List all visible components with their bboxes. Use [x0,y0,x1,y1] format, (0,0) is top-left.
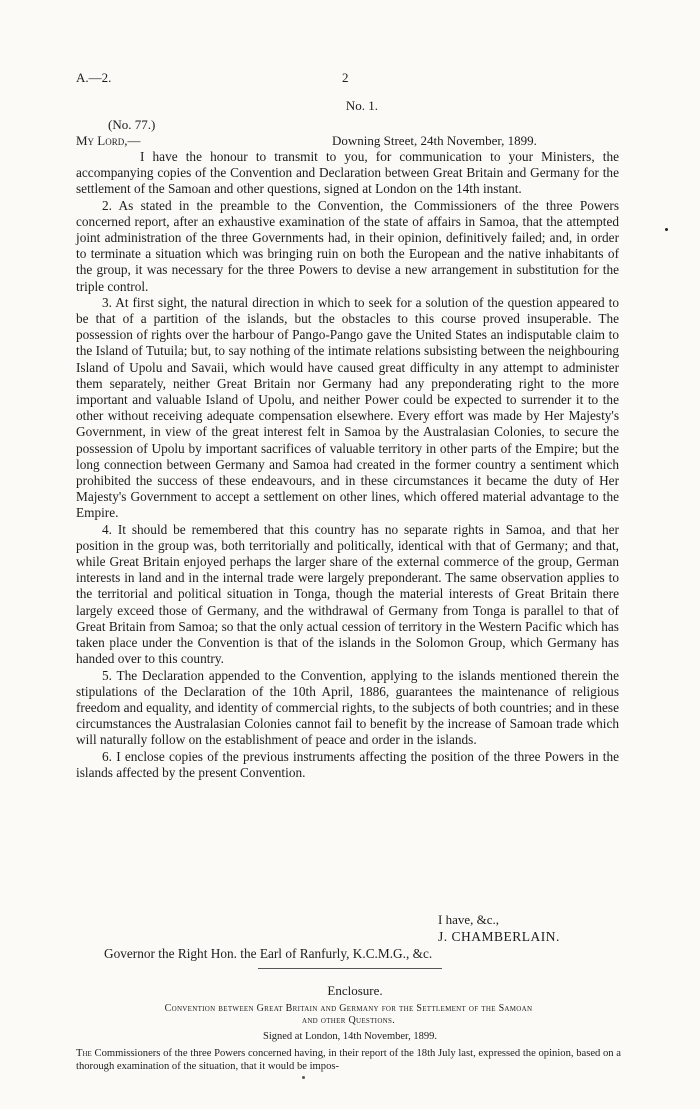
divider [258,968,442,969]
addressee: Governor the Right Hon. the Earl of Ranfurly, K.C.M.G., &c. [104,946,433,961]
enclosure-text-lead: The [76,1048,92,1059]
signature: J. CHAMBERLAIN. [438,929,560,944]
paragraph: 3. At first sight, the natural direction in which to seek for a solution of the question appeared to be that of a partition of the islands, but the obstacles to this course proved insuperable. The possession of rights over the harbour of Pango-Pango gave the United States an indisputable claim to the Island of Tutuila; but, to say nothing of the intimate relations subsisting between the neighbouring Island of Upolu and Savaii, which would have caused great difficulty in any attempt to administer them separately, neither Great Britain nor Germany had any preponderating right to the more important and valuable Island of Upolu, and neither Power could be expected to surrender it to the other without receiving adequate compensation elsewhere. Every effort was made by Her Majesty's Government, in view of the great interest felt in Samoa by the Australasian Colonies, to secure the possession of Upolu by important sacrifices of valuable territory in other parts of the Empire; but the long connection between Germany and Samoa had created in the former country a sentiment which prohibited the success of these endeavours, and in these circumstances it became the duty of Her Majesty's Government to accept a settlement on other lines, which offered material advantage to the Empire. [76,294,619,521]
paragraph: 5. The Declaration appended to the Convention, applying to the islands mentioned therein the stipulations of the Declaration of the 10th April, 1886, guarantees the maintenance of religious freedom and equality, and identity of commercial rights, to the subjects of both countries; and in these circumstances the Australasian Colonies cannot fail to benefit by the increase of Samoan trade which will naturally follow on the establishment of peace and order in the islands. [76,667,619,748]
enclosure-title [76,1003,621,1027]
page-number: 2 [342,70,349,85]
enclosure-text-body: Commissioners of the three Powers concerned having, in their report of the 18th July last, expressed the opinion, based on a thorough examination of the situation, that it would be impos- [76,1048,621,1072]
enclosure-title-line1: Convention between Great Britain and Germany for the Settlement of the Samoan [164,1003,533,1014]
page-mark [302,1076,305,1079]
paragraph: I have the honour to transmit to you, for communication to your Ministers, the accompanying copies of the Convention and Declaration between Great Britain and Germany for the settlement of the Samoan and other questions, signed at London on the 14th instant. [76,149,619,197]
letter-body [76,149,619,781]
place-date: Downing Street, 24th November, 1899. [332,133,537,148]
salutation: My Lord,— [76,133,141,148]
letter-number: No. 1. [345,98,379,113]
letter-ref-number: (No. 77.) [108,117,156,132]
paragraph: 4. It should be remembered that this country has no separate rights in Samoa, and that her position in the group was, both territorially and politically, identical with that of Germany; and that, while Great Britain enjoyed perhaps the larger share of the external commerce of the group, German interests in land and in the internal trade were largely preponderant. The same observation applies to the territorial and political situation in Tonga, though the material interests of Great Britain there largely exceed those of Germany, and the withdrawal of Germany from Tonga is parallel to that of Great Britain from Samoa; so that the only actual cession of territory in the Western Pacific which has taken place under the Convention is that of the islands in the Solomon Group, which Germany has handed over to this country. [76,521,619,667]
margin-mark [665,228,668,231]
paragraph: 6. I enclose copies of the previous instruments affecting the position of the three Powers in the islands affected by the present Convention. [76,748,619,780]
closing: I have, &c., [438,912,500,927]
paragraph: 2. As stated in the preamble to the Convention, the Commissioners of the three Powers concerned report, after an exhaustive examination of the state of affairs in Samoa, that the attempted joint administration of the three Governments had, in their opinion, definitively failed; and, in order to terminate a situation which was bringing ruin on both the European and the native inhabitants of the group, it was necessary for the three Powers to devise a new arrangement in substitution for the triple control. [76,197,619,294]
enclosure-signed: Signed at London, 14th November, 1899. [263,1031,437,1042]
enclosure-heading: Enclosure. [327,983,383,998]
header-reference: A.—2. [76,70,112,85]
enclosure-title-line2: and other Questions. [301,1015,396,1026]
enclosure-text [76,1047,621,1073]
